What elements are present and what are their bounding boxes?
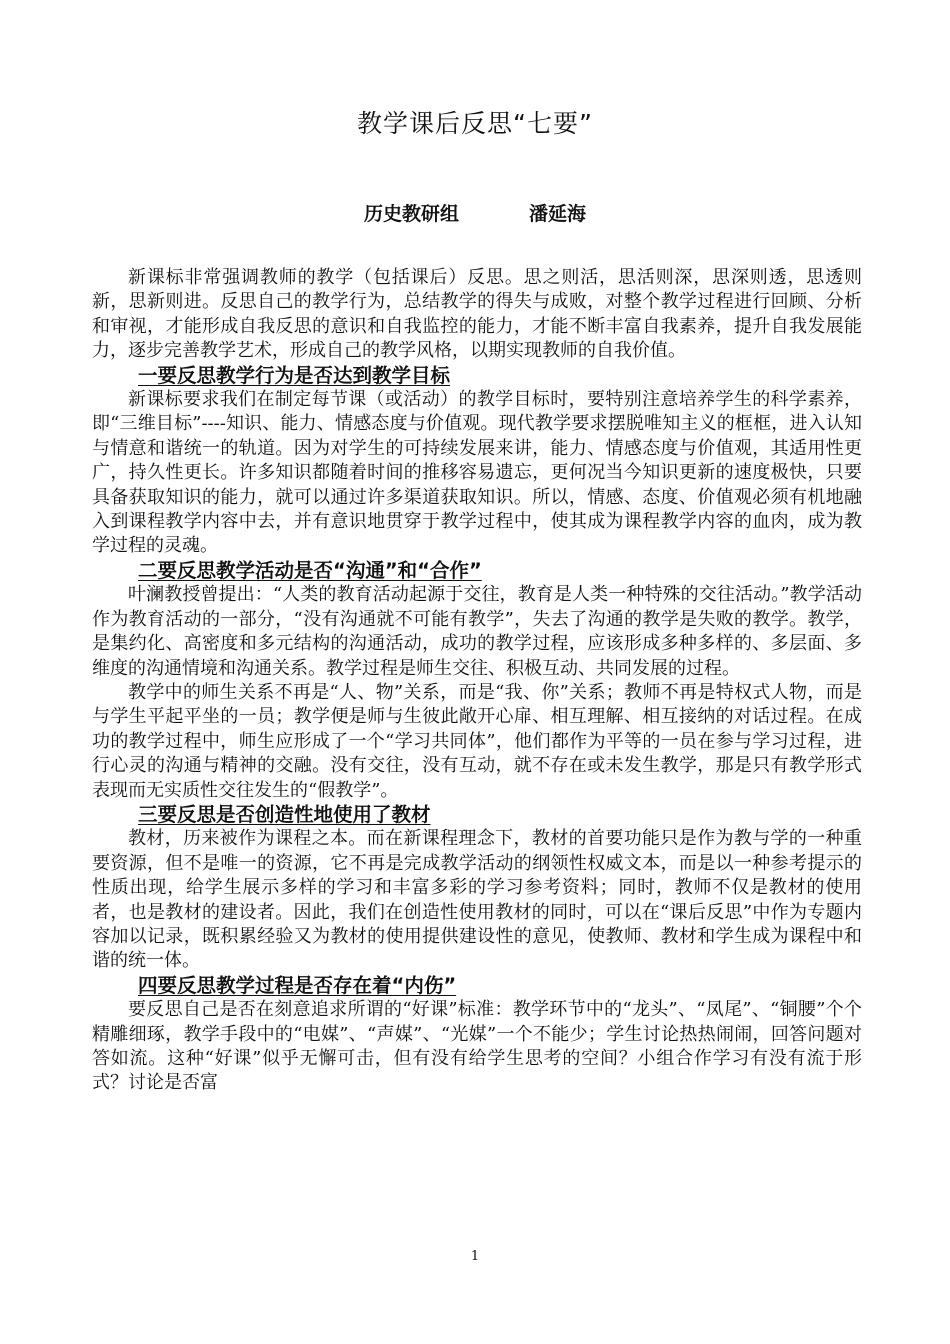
document-body [92, 266, 862, 1096]
section-heading-1 [92, 364, 862, 388]
byline [0, 199, 950, 226]
section-3-paragraph-1: 教材，历来被作为课程之本。而在新课程理念下，教材的首要功能只是作为教与学的一种重要资源，但不是唯一的资源，它不再是完成教学活动的纲领性权威文本，而是以一种参考提示的性质出现，给学生展示多样的学习和丰富多彩的学习参考资料；同时，教师不仅是教材的使用者，也是教材的建设者。因此，我们在创造性使用教材的同时，可以在“课后反思”中作为专题内容加以记录，既积累经验又为教材的使用提供建设性的意见，使教师、教材和学生成为课程中和谐的统一体。 [92, 828, 862, 972]
section-heading-4 [92, 974, 862, 998]
document-title: 教学课后反思“七要” [357, 109, 593, 138]
section-2-paragraph-1: 叶澜教授曾提出：“人类的教育活动起源于交往，教育是人类一种特殊的交往活动。”教学活动作为教育活动的一部分，“没有沟通就不可能有教学”，失去了沟通的教学是失败的教学。教学，是集约化、高密度和多元结构的沟通活动，成功的教学过程，应该形成多种多样的、多层面、多维度的沟通情境和沟通关系。教学过程是师生交往、积极互动、共同发展的过程。 [92, 584, 862, 679]
byline-group: 历史教研组 [363, 203, 459, 225]
section-heading-3 [92, 803, 862, 827]
section-1-paragraph-1: 新课标要求我们在制定每节课（或活动）的教学目标时，要特别注意培养学生的科学素养，即“三维目标”----知识、能力、情感态度与价值观。现代教学要求摆脱唯知主义的框框，进入认知与情意和谐统一的轨道。因为对学生的可持续发展来讲，能力、情感态度与价值观，其适用性更广，持久性更长。许多知识都随着时间的推移容易遗忘，更何况当今知识更新的速度极快，只要具备获取知识的能力，就可以通过许多渠道获取知识。所以，情感、态度、价值观必须有机地融入到课程教学内容中去，并有意识地贯穿于教学过程中，使其成为课程教学内容的血肉，成为教学过程的灵魂。 [92, 389, 862, 557]
byline-author: 潘延海 [529, 203, 587, 225]
section-4-paragraph-1: 要反思自己是否在刻意追求所谓的“好课”标准：教学环节中的“龙头”、“凤尾”、“铜腰”个个精雕细琢，教学手段中的“电媒”、“声媒”、“光媒”一个不能少；学生讨论热热闹闹，回答问题对答如流。这种“好课”似乎无懈可击，但有没有给学生思考的空间？小组合作学习有没有流于形式？讨论是否富 [92, 999, 862, 1094]
section-heading-2-text: 二要反思教学活动是否“沟通”和“合作” [138, 558, 482, 582]
page-number: 1 [470, 1249, 480, 1264]
section-heading-4-text: 四要反思教学过程是否存在着“内伤” [138, 973, 457, 997]
section-heading-2 [92, 559, 862, 583]
section-2-paragraph-2: 教学中的师生关系不再是“人、物”关系，而是“我、你”关系；教师不再是特权式人物，而是与学生平起平坐的一员；教学便是师与生彼此敞开心扉、相互理解、相互接纳的对话过程。在成功的教学过程中，师生应形成了一个“学习共同体”，他们都作为平等的一员在参与学习过程，进行心灵的沟通与精神的交融。没有交往，没有互动，就不存在或未发生教学，那是只有教学形式表现而无实质性交往发生的“假教学”。 [92, 681, 862, 801]
intro-paragraph: 新课标非常强调教师的教学（包括课后）反思。思之则活，思活则深，思深则透，思透则新，思新则进。反思自己的教学行为，总结教学的得失与成败，对整个教学过程进行回顾、分析和审视，才能形成自我反思的意识和自我监控的能力，才能不断丰富自我素养，提升自我发展能力，逐步完善教学艺术，形成自己的教学风格，以期实现教师的自我价值。 [92, 267, 862, 362]
section-heading-3-text: 三要反思是否创造性地使用了教材 [138, 802, 431, 826]
section-heading-1-text: 一要反思教学行为是否达到教学目标 [138, 363, 451, 387]
